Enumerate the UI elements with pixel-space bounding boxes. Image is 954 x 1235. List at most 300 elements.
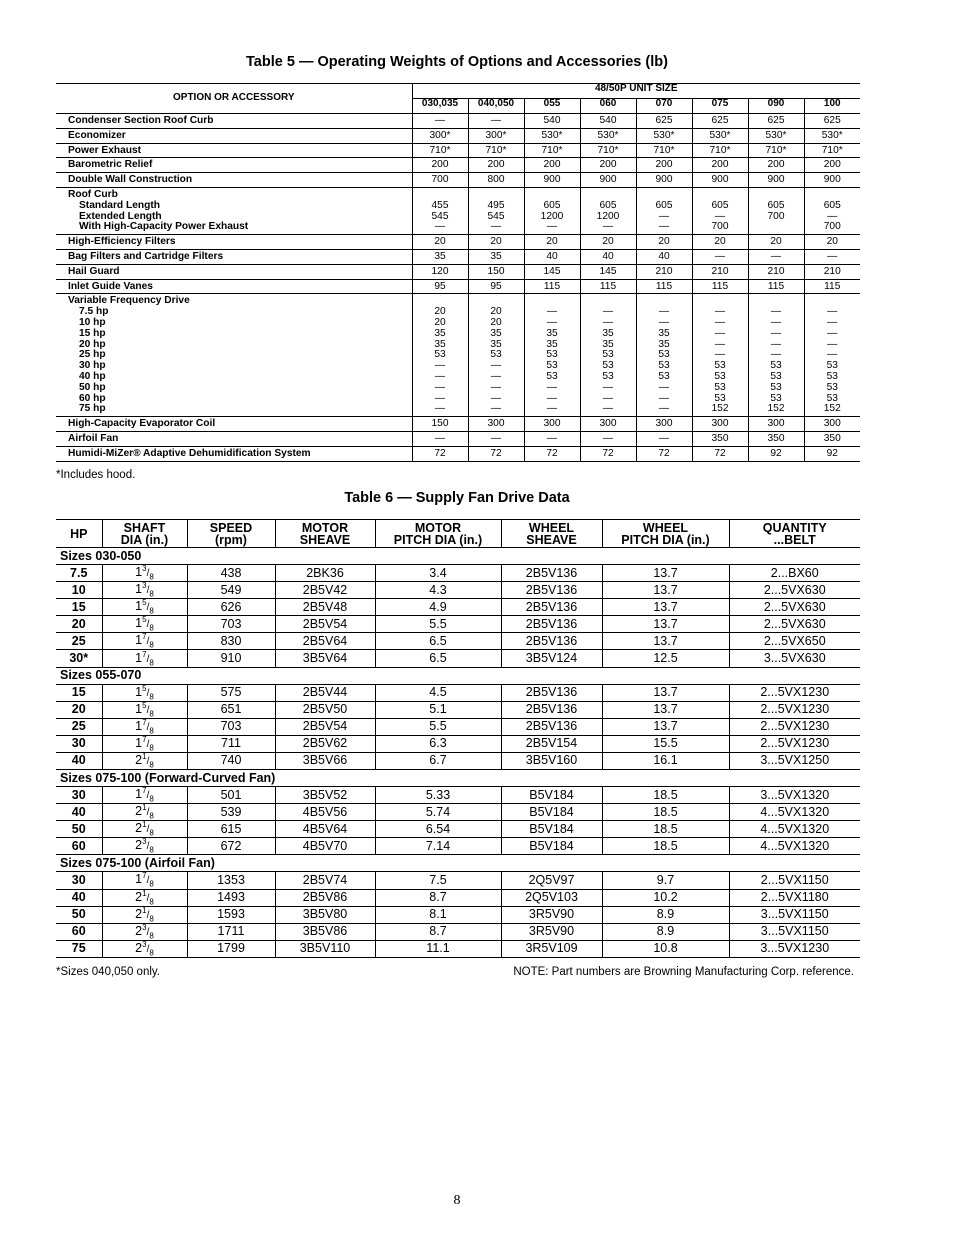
weight-cell: [468, 235, 524, 250]
weight-value: 210: [711, 265, 729, 277]
weight-value: 200: [767, 159, 785, 171]
weight-cell: [412, 279, 468, 294]
weight-value: 40: [546, 250, 558, 262]
shaft-whole: 1: [135, 872, 143, 887]
table6-note: NOTE: Part numbers are Browning Manufacturing Corp. reference.: [513, 966, 854, 978]
belt-cell: 3...5VX630: [729, 650, 860, 667]
page-number: 8: [453, 1193, 461, 1208]
weight-value: —: [714, 327, 726, 339]
weight-cell: [692, 294, 748, 417]
weight-cell: [468, 249, 524, 264]
hp-cell: 60: [56, 923, 102, 940]
weight-cell: [412, 143, 468, 158]
shaft-den: 8: [149, 709, 154, 719]
wheel-sheave-cell: 2B5V136: [501, 701, 602, 718]
motor-pitch-cell: 4.9: [375, 599, 501, 616]
wheel-sheave-cell: 2B5V136: [501, 565, 602, 582]
fraction-slash: /: [146, 619, 150, 631]
weight-cell: [692, 446, 748, 461]
table-row: [56, 872, 860, 889]
weight-value: 530*: [541, 129, 563, 141]
wheel-sheave-cell: 2B5V136: [501, 616, 602, 633]
motor-pitch-cell: 4.3: [375, 582, 501, 599]
weight-cell: [804, 187, 860, 234]
weight-value: 20: [658, 236, 670, 248]
column-header-line: HP: [70, 527, 88, 541]
motor-pitch-cell: 5.74: [375, 804, 501, 821]
motor-sheave-cell: 4B5V64: [275, 821, 375, 838]
weight-value: —: [546, 392, 558, 404]
belt-cell: 4...5VX1320: [729, 838, 860, 855]
hp-cell: 20: [56, 616, 102, 633]
unit-size-col-header: 070: [636, 99, 692, 114]
weight-value: —: [490, 392, 502, 404]
shaft-dia-cell: [102, 633, 187, 650]
weight-value: 115: [599, 280, 617, 292]
weight-value: 300: [599, 418, 617, 430]
option-label: [56, 249, 412, 264]
belt-cell: 2...5VX1230: [729, 684, 860, 701]
shaft-whole: 1: [135, 616, 143, 631]
shaft-den: 8: [149, 572, 154, 582]
weight-value: 210: [767, 265, 785, 277]
shaft-den: 8: [149, 931, 154, 941]
shaft-dia-cell: [102, 735, 187, 752]
motor-sheave-cell: 2B5V48: [275, 599, 375, 616]
weight-value: 53: [826, 370, 838, 382]
weight-cell: [468, 431, 524, 446]
speed-cell: 549: [187, 582, 275, 599]
speed-cell: 672: [187, 838, 275, 855]
weight-value: —: [714, 349, 726, 361]
unit-size-col-header: 055: [524, 99, 580, 114]
weight-value: —: [658, 210, 670, 222]
shaft-whole: 1: [135, 718, 143, 733]
weight-value: 53: [714, 360, 726, 372]
weight-value: 53: [602, 360, 614, 372]
weight-cell: [636, 279, 692, 294]
weight-cell: [636, 158, 692, 173]
weight-cell: [692, 158, 748, 173]
weight-value: 900: [767, 174, 785, 186]
weight-cell: [468, 417, 524, 432]
motor-pitch-cell: 5.5: [375, 718, 501, 735]
speed-cell: 1593: [187, 906, 275, 923]
hp-cell: 40: [56, 889, 102, 906]
shaft-whole: 1: [135, 582, 143, 597]
table-row: [56, 158, 860, 173]
weight-value: 40: [602, 250, 614, 262]
speed-cell: 438: [187, 565, 275, 582]
weight-value: 540: [599, 115, 617, 126]
table6-footnote: *Sizes 040,050 only.: [56, 966, 160, 978]
weight-value: 53: [714, 392, 726, 404]
shaft-num: 1: [142, 803, 147, 813]
weight-value: —: [658, 432, 670, 444]
weight-value: 605: [543, 199, 561, 211]
weight-cell: [524, 279, 580, 294]
weight-value: 20: [490, 236, 502, 248]
weight-cell: [524, 173, 580, 188]
fraction-slash: /: [146, 602, 150, 614]
wheel-pitch-cell: 13.7: [602, 565, 729, 582]
shaft-den: 8: [149, 845, 154, 855]
option-name: Inlet Guide Vanes: [68, 280, 153, 292]
option-name: Roof Curb: [68, 188, 118, 200]
shaft-whole: 2: [135, 889, 143, 904]
shaft-dia-cell: [102, 940, 187, 957]
shaft-dia-cell: [102, 684, 187, 701]
option-subitem: 60 hp: [79, 392, 106, 404]
weight-cell: [636, 431, 692, 446]
belt-cell: 2...5VX630: [729, 616, 860, 633]
column-header-line: SHEAVE: [299, 533, 351, 547]
weight-value: 200: [711, 159, 729, 171]
motor-sheave-cell: 2B5V54: [275, 718, 375, 735]
table-row: [56, 187, 860, 234]
table-row: [56, 804, 860, 821]
weight-value: —: [546, 432, 558, 444]
shaft-dia-cell: [102, 616, 187, 633]
weight-cell: [692, 279, 748, 294]
weight-cell: [412, 187, 468, 234]
weight-value: 53: [602, 349, 614, 361]
weight-value: —: [827, 210, 838, 222]
weight-cell: [636, 173, 692, 188]
motor-sheave-cell: 2B5V86: [275, 889, 375, 906]
column-header: [102, 520, 187, 548]
table5-footnote: *Includes hood.: [56, 469, 136, 481]
shaft-num: 3: [142, 837, 147, 847]
shaft-whole: 1: [135, 599, 143, 614]
shaft-den: 8: [149, 726, 154, 736]
wheel-pitch-cell: 16.1: [602, 752, 729, 769]
wheel-pitch-cell: 8.9: [602, 923, 729, 940]
weight-value: 95: [434, 280, 446, 292]
weight-cell: [804, 446, 860, 461]
weight-value: 20: [714, 236, 726, 248]
fraction-slash: /: [146, 585, 150, 597]
weight-cell: [580, 235, 636, 250]
option-label: [56, 187, 412, 234]
weight-cell: [636, 294, 692, 417]
section-label: Sizes 030-050: [56, 548, 860, 565]
hp-cell: 30: [56, 735, 102, 752]
hp-cell: 25: [56, 718, 102, 735]
wheel-pitch-cell: 18.5: [602, 838, 729, 855]
weight-value: 530*: [765, 129, 787, 141]
motor-pitch-cell: 5.1: [375, 701, 501, 718]
weight-value: 20: [826, 236, 838, 248]
weight-value: 35: [658, 338, 670, 350]
weight-value: 53: [770, 370, 782, 382]
column-header-line: MOTOR: [301, 521, 349, 535]
weight-cell: [580, 431, 636, 446]
weight-value: 150: [431, 418, 449, 430]
fraction-slash: /: [146, 841, 150, 853]
fraction-slash: /: [146, 824, 150, 836]
weight-cell: [468, 128, 524, 143]
weight-value: 53: [826, 381, 838, 393]
unit-size-col-header: 030,035: [412, 99, 468, 114]
shaft-den: 8: [149, 828, 154, 838]
weight-value: —: [827, 306, 838, 318]
option-label: [56, 264, 412, 279]
motor-pitch-cell: 8.7: [375, 923, 501, 940]
weight-value: —: [827, 338, 838, 350]
wheel-pitch-cell: 18.5: [602, 787, 729, 804]
weight-cell: [468, 114, 524, 129]
weight-cell: [524, 143, 580, 158]
belt-cell: 4...5VX1320: [729, 804, 860, 821]
shaft-num: 7: [142, 734, 147, 744]
belt-cell: 2...5VX1230: [729, 735, 860, 752]
wheel-pitch-cell: 10.8: [602, 940, 729, 957]
shaft-whole: 1: [135, 701, 143, 716]
weight-value: 35: [490, 250, 502, 262]
weight-value: —: [658, 381, 670, 393]
weight-value: 53: [826, 360, 838, 372]
motor-sheave-cell: 2B5V54: [275, 616, 375, 633]
weight-value: 530*: [821, 129, 843, 141]
column-header-line: SHEAVE: [526, 533, 577, 547]
weight-cell: [748, 417, 804, 432]
weight-cell: [692, 264, 748, 279]
column-header: [729, 520, 860, 548]
belt-cell: 2...5VX650: [729, 633, 860, 650]
weight-value: —: [546, 306, 558, 318]
weight-value: 20: [434, 236, 446, 248]
shaft-num: 1: [142, 751, 147, 761]
weight-value: 900: [823, 174, 841, 186]
option-label: [56, 173, 412, 188]
wheel-pitch-cell: 18.5: [602, 821, 729, 838]
weight-cell: [748, 143, 804, 158]
wheel-pitch-cell: 13.7: [602, 718, 729, 735]
weight-cell: [804, 249, 860, 264]
unit-size-col-header: 090: [748, 99, 804, 114]
wheel-sheave-cell: 2B5V154: [501, 735, 602, 752]
table-row: [56, 735, 860, 752]
weight-value: —: [546, 381, 558, 393]
weight-value: 710*: [541, 144, 563, 156]
weight-value: 200: [655, 159, 673, 171]
table6-title: Table 6 — Supply Fan Drive Data: [344, 490, 570, 506]
weight-value: 710*: [429, 144, 451, 156]
option-label: [56, 417, 412, 432]
section-label: Sizes 055-070: [56, 667, 860, 684]
shaft-whole: 2: [135, 821, 143, 836]
weight-value: 200: [431, 159, 449, 171]
weight-value: —: [827, 327, 838, 339]
weight-cell: [580, 187, 636, 234]
wheel-pitch-cell: 13.7: [602, 616, 729, 633]
shaft-num: 7: [142, 649, 147, 659]
hp-cell: 30: [56, 787, 102, 804]
motor-pitch-cell: 6.5: [375, 650, 501, 667]
section-label: Sizes 075-100 (Forward-Curved Fan): [56, 770, 860, 787]
weight-value: 710*: [597, 144, 619, 156]
weight-value: 53: [546, 349, 558, 361]
fraction-slash: /: [146, 738, 150, 750]
weight-cell: [412, 294, 468, 417]
fraction-slash: /: [146, 909, 150, 921]
motor-pitch-cell: 6.3: [375, 735, 501, 752]
weight-value: 152: [711, 403, 729, 415]
hp-cell: 20: [56, 701, 102, 718]
weight-value: 300: [823, 418, 841, 430]
weight-value: 53: [770, 392, 782, 404]
fraction-slash: /: [146, 790, 150, 802]
weight-cell: [748, 279, 804, 294]
motor-pitch-cell: 5.5: [375, 616, 501, 633]
option-subitem: 50 hp: [79, 381, 106, 393]
table-row: [56, 431, 860, 446]
option-subitem: 30 hp: [79, 360, 106, 372]
wheel-pitch-cell: 13.7: [602, 582, 729, 599]
wheel-sheave-cell: 3B5V160: [501, 752, 602, 769]
table-row: [56, 565, 860, 582]
hp-cell: 40: [56, 804, 102, 821]
weight-value: 350: [823, 432, 841, 444]
motor-pitch-cell: 7.14: [375, 838, 501, 855]
weight-value: —: [434, 221, 446, 233]
weight-value: 35: [546, 327, 558, 339]
weight-cell: [412, 264, 468, 279]
hp-cell: 50: [56, 906, 102, 923]
weight-cell: [524, 249, 580, 264]
table-row: [56, 650, 860, 667]
option-name: Hail Guard: [68, 265, 120, 277]
wheel-sheave-cell: 3R5V90: [501, 923, 602, 940]
table-row: [56, 718, 860, 735]
weight-cell: [804, 114, 860, 129]
motor-sheave-cell: 4B5V56: [275, 804, 375, 821]
hp-cell: 30: [56, 872, 102, 889]
belt-cell: 2...5VX630: [729, 599, 860, 616]
shaft-whole: 2: [135, 906, 143, 921]
weight-cell: [636, 417, 692, 432]
wheel-sheave-cell: 2B5V136: [501, 718, 602, 735]
weight-value: —: [770, 349, 782, 361]
fraction-slash: /: [146, 636, 150, 648]
weight-value: 350: [711, 432, 729, 444]
speed-cell: 626: [187, 599, 275, 616]
belt-cell: 3...5VX1150: [729, 906, 860, 923]
wheel-pitch-cell: 10.2: [602, 889, 729, 906]
column-header-line: DIA (in.): [120, 533, 169, 547]
option-label: [56, 279, 412, 294]
column-header-line: SPEED: [209, 521, 253, 535]
weight-value: —: [490, 370, 502, 382]
weight-value: —: [434, 115, 446, 126]
wheel-sheave-cell: B5V184: [501, 787, 602, 804]
weight-cell: [524, 431, 580, 446]
table-row: [56, 889, 860, 906]
weight-value: 120: [431, 265, 449, 277]
motor-sheave-cell: 2B5V62: [275, 735, 375, 752]
motor-pitch-cell: 6.54: [375, 821, 501, 838]
belt-cell: 2...5VX1230: [729, 718, 860, 735]
weight-value: 495: [487, 199, 505, 211]
shaft-dia-cell: [102, 838, 187, 855]
weight-cell: [804, 294, 860, 417]
weight-value: —: [714, 210, 726, 222]
column-header-line: WHEEL: [528, 521, 575, 535]
weight-value: 605: [599, 199, 617, 211]
motor-pitch-cell: 4.5: [375, 684, 501, 701]
shaft-whole: 1: [135, 565, 143, 580]
fraction-slash: /: [146, 568, 150, 580]
section-label: Sizes 075-100 (Airfoil Fan): [56, 855, 860, 872]
weight-cell: [412, 417, 468, 432]
weight-value: 35: [434, 338, 446, 350]
weight-cell: [412, 446, 468, 461]
weight-value: —: [434, 432, 446, 444]
weight-value: 200: [823, 159, 841, 171]
option-name: Double Wall Construction: [68, 174, 193, 186]
weight-value: 20: [490, 316, 502, 328]
wheel-pitch-cell: 18.5: [602, 804, 729, 821]
weight-value: —: [827, 349, 838, 361]
weight-cell: [524, 128, 580, 143]
belt-cell: 2...5VX1180: [729, 889, 860, 906]
weight-value: 710*: [653, 144, 675, 156]
fraction-slash: /: [146, 892, 150, 904]
weight-cell: [636, 143, 692, 158]
weight-value: 72: [434, 447, 446, 459]
weight-value: 145: [599, 265, 617, 277]
shaft-dia-cell: [102, 650, 187, 667]
column-header-line: QUANTITY: [762, 521, 827, 535]
weight-value: 700: [823, 221, 841, 233]
weight-value: 53: [546, 370, 558, 382]
weight-value: 145: [543, 265, 561, 277]
column-header: [501, 520, 602, 548]
weight-cell: [580, 158, 636, 173]
shaft-num: 1: [142, 820, 147, 830]
motor-sheave-cell: 2B5V44: [275, 684, 375, 701]
motor-sheave-cell: 3B5V52: [275, 787, 375, 804]
option-subitem: 25 hp: [79, 349, 106, 361]
shaft-dia-cell: [102, 804, 187, 821]
weight-cell: [804, 173, 860, 188]
weight-cell: [412, 128, 468, 143]
weight-value: 300*: [485, 129, 507, 141]
weight-value: 1200: [540, 210, 564, 222]
column-header: [602, 520, 729, 548]
unit-size-header: 48/50P UNIT SIZE: [412, 84, 860, 99]
motor-pitch-cell: 5.33: [375, 787, 501, 804]
weight-value: 710*: [765, 144, 787, 156]
weight-cell: [692, 187, 748, 234]
shaft-dia-cell: [102, 701, 187, 718]
weight-value: 53: [770, 381, 782, 393]
weight-cell: [692, 431, 748, 446]
motor-pitch-cell: 11.1: [375, 940, 501, 957]
weight-value: —: [658, 316, 670, 328]
belt-cell: 3...5VX1320: [729, 787, 860, 804]
weight-cell: [580, 128, 636, 143]
weight-cell: [468, 143, 524, 158]
weight-value: 540: [543, 115, 561, 126]
motor-pitch-cell: 8.7: [375, 889, 501, 906]
fraction-slash: /: [146, 755, 150, 767]
table-row: [56, 599, 860, 616]
belt-cell: 4...5VX1320: [729, 821, 860, 838]
wheel-sheave-cell: 3R5V90: [501, 906, 602, 923]
weight-value: 900: [655, 174, 673, 186]
